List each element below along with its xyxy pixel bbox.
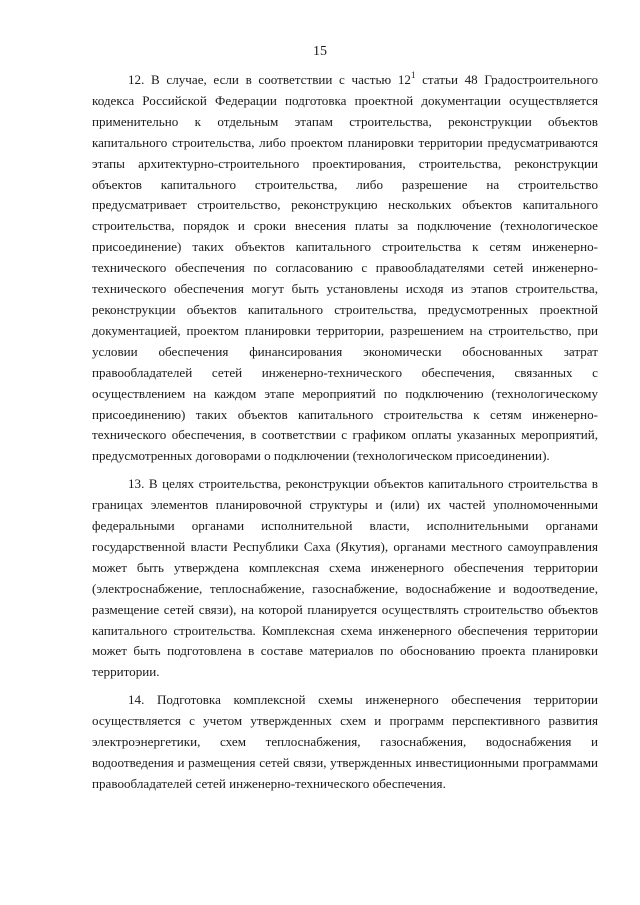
page-number: 15 bbox=[313, 44, 327, 59]
paragraph-12 bbox=[92, 70, 598, 467]
document-body bbox=[92, 70, 598, 802]
paragraph-13: 13. В целях строительства, реконструкции объектов капитального строительства в границах элементов планировочной структуры и (или) их частей уполномоченными федеральными органами исполнительной власти, исполнительными органами государственной власти Республики Саха (Якутия), органами местного самоуправления может быть утверждена комплексная схема инженерного обеспечения территории (электроснабжение, теплоснабжение, газоснабжение, водоснабжение и водоотведение, размещение сетей связи), на которой планируется осуществлять строительство объектов капитального строительства. Комплексная схема инженерного обеспечения территории может быть подготовлена в составе материалов по обоснованию проекта планировки территории. bbox=[92, 476, 598, 680]
paragraph-12-text: статьи 48 Градостроительного кодекса Российской Федерации подготовка проектной документации осуществляется применительно к отдельным этапам строительства, реконструкции объектов капитального строительства, либо проектом планировки территории предусматриваются этапы архитектурно-строительного проектирования, строительства, реконструкции объектов капитального строительства, либо разрешение на строительство предусматривает строительство, реконструкцию нескольких объектов капитального строительства, порядок и сроки внесения платы за подключение (технологическое присоединение) таких объектов капитального строительства к сетям инженерно-технического обеспечения по согласованию с правообладателями сетей инженерно-технического обеспечения могут быть установлены исходя из этапов строительства, реконструкции объектов капитального строительства, предусмотренных проектной документацией, проектом планировки территории, разрешением на строительство, при условии обеспечения финансирования экономически обоснованных затрат правообладателей сетей инженерно-технического обеспечения, связанных с осуществлением на каждом этапе мероприятий по подключению (технологическому присоединению) таких объектов капитального строительства к сетям инженерно-технического обеспечения, в соответствии с графиком оплаты указанных мероприятий, предусмотренных договорами о подключении (технологическом присоединении). bbox=[92, 72, 598, 464]
superscript-index: 1 bbox=[410, 70, 416, 80]
paragraph-12-lead: 12. В случае, если в соответствии с частью 12 bbox=[128, 72, 411, 87]
paragraph-14: 14. Подготовка комплексной схемы инженерного обеспечения территории осуществляется с учетом утвержденных схем и программ перспективного развития электроэнергетики, схем теплоснабжения, газоснабжения, водоснабжения и водоотведения и размещения сетей связи, утвержденных инвестиционными программами правообладателей сетей инженерно-технического обеспечения. bbox=[92, 692, 598, 791]
